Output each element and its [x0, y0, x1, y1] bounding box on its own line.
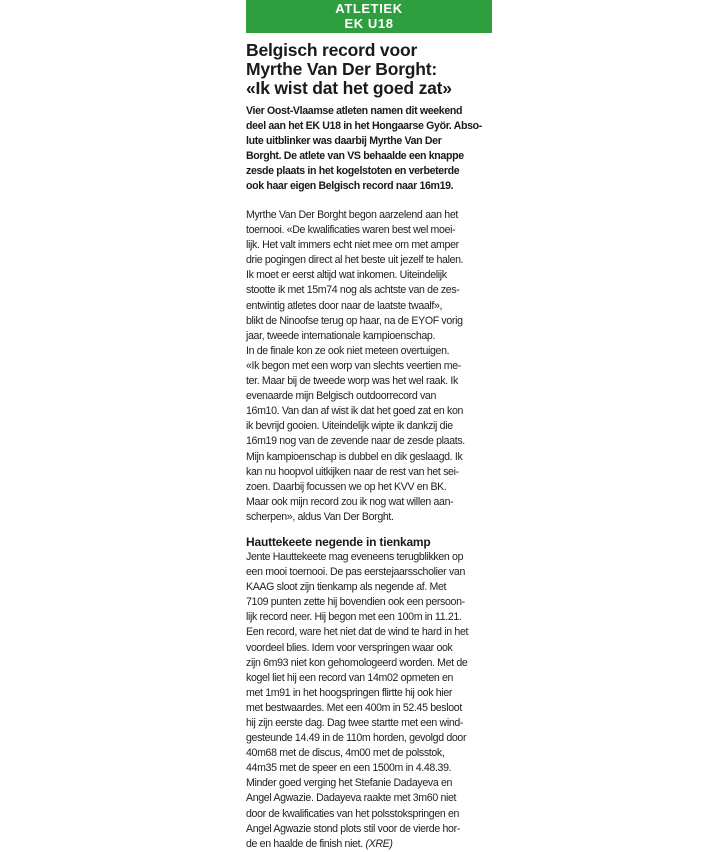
body-line: Jente Hauttekeete mag eveneens terugblikken op [246, 550, 464, 563]
article [246, 0, 492, 852]
body-line: KAAG sloot zijn tienkamp als negende af. Met [246, 581, 447, 594]
subheading: Hauttekeete negende in tienkamp [246, 534, 431, 549]
body-line: Angel Agwazie. Dadayeva raakte met 3m60 niet [246, 792, 457, 805]
body-line: 44m35 met de speer en een 1500m in 4.48.39. [246, 762, 452, 775]
lead-paragraph [246, 104, 492, 194]
body-line: In de finale kon ze ook niet meteen overtuigen. [246, 344, 450, 357]
lead-line: deel aan het EK U18 in het Hongaarse Györ. Abso- [246, 120, 482, 132]
body-line: Maar ook mijn record zou ik nog wat willen aan- [246, 495, 454, 508]
body-line: gesteunde 14.49 in de 110m horden, gevolgd door [246, 732, 467, 745]
body-line: zoen. Daarbij focussen we op het KVV en BK. [246, 480, 447, 493]
body-line: drie pogingen direct al het beste uit jezelf te halen. [246, 254, 464, 267]
body-line: ter. Maar bij de tweede worp was het wel raak. Ik [246, 375, 458, 388]
body-line: lijk. Het valt immers echt niet mee om met amper [246, 239, 459, 252]
body-line: kogel liet hij een record van 14m02 opmeten en [246, 671, 454, 684]
author-credit: (XRE) [365, 837, 393, 850]
headline-line: Belgisch record voor [246, 40, 418, 60]
body-line: Minder goed verging het Stefanie Dadayeva en [246, 777, 453, 790]
lead-line: Vier Oost-Vlaamse atleten namen dit weekend [246, 105, 463, 117]
lead-line: ook haar eigen Belgisch record naar 16m19. [246, 180, 454, 192]
body-line: zijn 6m93 niet kon gehomologeerd worden. Met de [246, 656, 468, 669]
body-line: Mijn kampioenschap is dubbel en dik geslaagd. Ik [246, 450, 463, 463]
body-line: kan nu hoopvol uitkijken naar de rest van het sei- [246, 465, 459, 478]
lead-line: zesde plaats in het kogelstoten en verbeterde [246, 165, 460, 177]
kicker-subsection: EK U18 [344, 16, 394, 31]
body-line: evenaarde mijn Belgisch outdoorrecord van [246, 390, 436, 403]
lead-line: Borght. De atlete van VS behaalde een knappe [246, 150, 464, 162]
body-line: 40m68 met de discus, 4m00 met de polsstok, [246, 747, 445, 760]
body-line-last [246, 837, 492, 852]
headline-line: Myrthe Van Der Borght: [246, 59, 438, 79]
body-line: blikt de Ninoofse terug op haar, na de EYOF vorig [246, 314, 463, 327]
body-last-text: de en haalde de finish niet. [246, 837, 363, 850]
body-line: jaar, tweede internationale kampioenschap. [246, 329, 436, 342]
body-line: Ik moet er eerst altijd wat inkomen. Uiteindelijk [246, 269, 447, 282]
body-line: Angel Agwazie stond plots stil voor de vierde hor- [246, 822, 460, 835]
body-line: lijk record neer. Hij begon met een 100m in 11.21. [246, 611, 462, 624]
kicker-section: ATLETIEK [335, 1, 403, 16]
section-kicker [246, 0, 492, 33]
lead-line: lute uitblinker was daarbij Myrthe Van Der [246, 135, 442, 147]
body-line: entwintig atletes door naar de laatste twaalf», [246, 299, 443, 312]
body-line: scherpen», aldus Van Der Borght. [246, 510, 394, 523]
body-line: stootte ik met 15m74 nog als achtste van de zes- [246, 284, 460, 297]
body-line: 16m19 nog van de zevende naar de zesde plaats. [246, 435, 465, 448]
body-line: 7109 punten zette hij bovendien ook een persoon- [246, 596, 465, 609]
body-line: Een record, ware het niet dat de wind te hard in het [246, 626, 469, 639]
body-line: met bestwaardes. Met een 400m in 52.45 besloot [246, 701, 462, 714]
body-line: een mooi toernooi. De pas eerstejaarsscholier van [246, 566, 465, 579]
body-text-main [246, 208, 492, 525]
headline-line: «Ik wist dat het goed zat» [246, 78, 452, 98]
body-line: ik bevrijd gooien. Uiteindelijk wipte ik dankzij die [246, 420, 453, 433]
body-line: met 1m91 in het hoogspringen flirtte hij ook hier [246, 686, 453, 699]
body-line: door de kwalificaties van het polsstokspringen en [246, 807, 460, 820]
body-text-secondary [246, 550, 492, 852]
body-line: Myrthe Van Der Borght begon aarzelend aan het [246, 209, 458, 221]
body-line: «Ik begon met een worp van slechts veertien me- [246, 359, 461, 372]
body-line: 16m10. Van dan af wist ik dat het goed zat en kon [246, 405, 464, 418]
body-line: voordeel blies. Idem voor verspringen waar ook [246, 641, 453, 654]
body-line: toernooi. «De kwalificaties waren best wel moei- [246, 224, 456, 237]
headline [246, 41, 492, 98]
body-line: hij zijn eerste dag. Dag twee startte met een wind- [246, 717, 464, 729]
